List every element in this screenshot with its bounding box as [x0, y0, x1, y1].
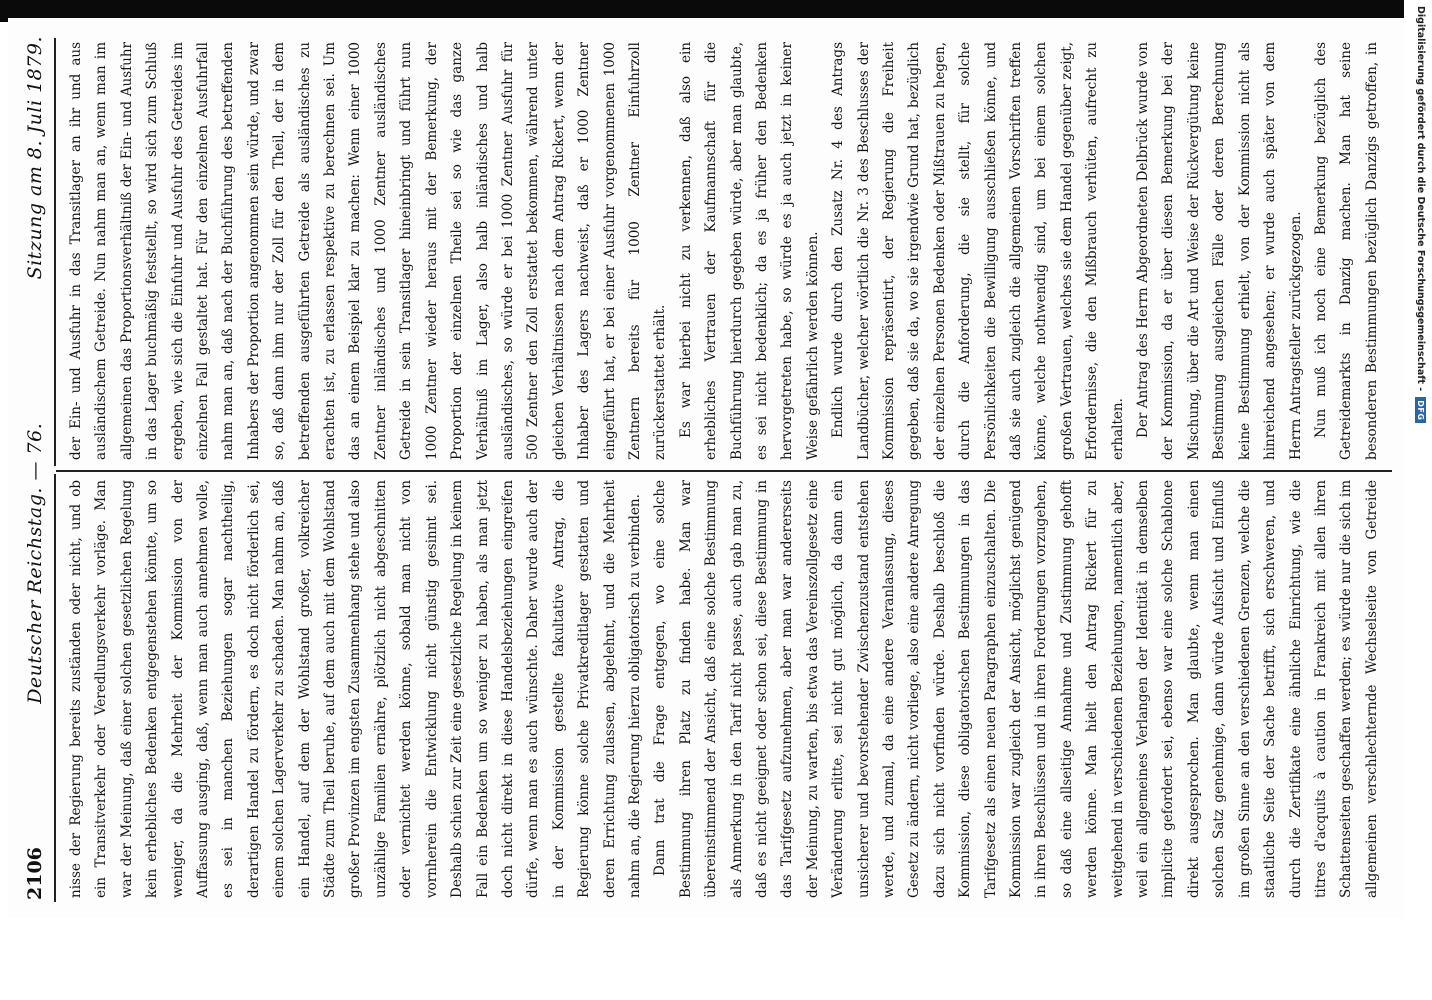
- paragraph: Endlich wurde durch den Zusatz Nr. 4 des Antrags Landbücher, welcher wörtlich die Nr. 3 des Beschlusses der Kommission repräsentirt, der Regierung die Freiheit gegeben, daß sie da, wo sie irgendwie Grund hat, bezüglich der einzelnen Personen Bedenken oder Mißtrauen zu hegen, durch die Anforderung, die sie stellt, für solche Persönlichkeiten die Bewilligung ausschließen könne, und daß sie auch zugleich die allgemeinen Vorschriften treffen könne, welche nothwendig sind, um bei einem solchen großen Vertrauen, welches sie dem Handel gegenüber zeigt, Erfordernisse, die den Mißbrauch verhüten, aufrecht zu erhalten.: [830, 42, 1126, 460]
- paragraph: Dann trat die Frage entgegen, wo eine solche Bestimmung ihren Platz zu finden habe. Man war übereinstimmend der Ansicht, daß eine solche Bestimmung als Anmerkung in den Tarif nicht passe, auch gab man zu, daß es nicht geeignet oder schon sei, diese Bestimmung in das Tarifgesetz aufzunehmen, aber man war andererseits der Meinung, zu warten, bis etwa das Vereinszollgesetz eine Veränderung erlitte, sei nicht gut möglich, da dann ein unsicherer und bevorstehender Zwischenzustand entstehen werde, und zumal, da eine andere Veranlassung, dieses Gesetz zu ändern, nicht vorliege, also eine andere Anregung dazu sich nicht vorfinden würde. Deshalb beschloß die Kommission, diese obligatorischen Bestimmungen in das Tarifgesetz als einen neuen Paragraphen einzuschalten. Die Kommission war zugleich der Ansicht, möglichst genügend in ihren Beschlüssen und in ihren Forderungen vorzugehen, so daß eine allseitige Annahme und Zustimmung gehofft werden könne. Man hielt den Antrag Rickert für zu weitgehend in verschiedenen Beziehungen, namentlich aber, weil ein allgemeines Verlangen der Identität in demselben implicite gefordert sei, ebenso war eine solche Schablone direkt ausgesprochen. Man glaubte, wenn man einen solchen Satz genehmige, dann würde Aufsicht und Einfluß im großen Sinne an den verschiedenen Grenzen, welche die staatliche Seite der Sache betrifft, sich erschweren, und durch die Zertifikate eine ähnliche Einrichtung, wie die titres d'acquits à caution in Frankreich mit allen ihren Schattenseiten geschaffen werden; es würde nur die sich im allgemeinen verschlechternde Wechselseite von Getreide: [652, 480, 1380, 898]
- paragraph: nisse der Regierung bereits zuständen oder nicht, und ob ein Transitverkehr oder Veredlungsverkehr vorläge. Man war der Meinung, daß einer solchen gesetzlichen Regelung kein erhebliches Bedenken entgegenstehen könnte, um so weniger, da die Mehrheit der Kommission von der Auffassung ausging, daß, wenn man auch annehmen wolle, es sei in manchen Beziehungen sogar nachtheilig, derartigen Handel zu fördern, es doch nicht förderlich sei, einem solchen Lagerverkehr zu schaden. Man nahm an, daß ein Handel, auf dem der Wohlstand großer, volkreicher Städte zum Theil beruhe, auf dem auch mit dem Wohlstand großer Provinzen im engsten Zusammenhang stehe und also unzählige Familien ernähre, plötzlich nicht abgeschnitten oder vernichtet werden könne, sobald man nicht von vornherein die Entwicklung nicht günstig gesinnt sei. Deshalb schien zur Zeit eine gesetzliche Regelung in keinem Fall ein Bedenken um so weniger zu haben, als man jetzt doch nicht direkt in diese Handelsbeziehungen eingreifen dürfe, wenn man es auch wünschte. Daher wurde auch der in der Kommission gestellte fakultative Antrag, die Regierung könne solche Privatkreditlager gestatten und deren Errichtung zulassen, abgelehnt, und die Mehrheit nahm an, die Regierung hierzu obligatorisch zu verbinden.: [68, 480, 643, 898]
- paragraph: Der Antrag des Herrn Abgeordneten Delbrück wurde von der Kommission, da er über diesen Bemerkung bei der Mischung, über die Art und Weise der Rückvergütung keine Bestimmung ausgleichen Fälle oder deren Berechnung keine Bestimmung erhielt, von der Kommission nicht als hinreichend angesehen; er wurde auch später von dem Herrn Antragsteller zurückgezogen.: [1135, 42, 1304, 460]
- right-running-title: Sitzung am 8. Juli 1879.: [24, 36, 46, 280]
- column-divider: [56, 470, 1392, 472]
- left-text-column: [64, 480, 1386, 898]
- header-rule-left: [54, 474, 56, 902]
- left-running-title: Deutscher Reichstag. — 76.: [24, 422, 46, 704]
- header-rule-right: [54, 38, 56, 466]
- credit-text: Digitalisierung gefördert durch die Deutsche Forschungsgemeinschaft -: [1415, 6, 1427, 392]
- digitization-credit: [1414, 6, 1428, 906]
- right-text-column: [64, 42, 1386, 460]
- rotated-page-content: [12, 28, 1402, 908]
- dfg-logo: DFG: [1416, 397, 1427, 423]
- paragraph: Nun muß ich noch eine Bemerkung bezüglich des Getreidemarkts in Danzig machen. Man hat seine besonderen Bestimmungen bezüglich Danzigs getroffen, in: [1312, 42, 1380, 460]
- page-header: [18, 36, 52, 900]
- paragraph: der Ein- und Ausfuhr in das Transitlager an ihr und aus ausländischem Getreide. Nun nahm man an, wenn man im allgemeinen das Proportionsverhältniß der Ein- und Ausfuhr in das Lager buchmäßig feststellt, so wird sich zum Schluß ergeben, wie sich die Einfuhr und Ausfuhr des Getreides im einzelnen Fall gestaltet hat. Für den einzelnen Ausfuhrfall nahm man an, daß nach der Buchführung des betreffenden Inhabers der Proportion angenommen sein würde, und zwar so, daß dann ihm nur der Zoll für den Theil, der in dem betreffenden ausgeführten Getreide als ausländisches zu erachten ist, zu erlassen respektive zu berechnen sei. Um das an einem Beispiel klar zu machen: Wenn einer 1000 Zentner inländisches und 1000 Zentner ausländisches Getreide in sein Transitlager hineinbringt und führt nun 1000 Zentner wieder heraus mit der Bemerkung, der Proportion der einzelnen Theile sei so wie das ganze Verhältniß im Lager, also halb inländisches und halb ausländisches, so würde er bei 1000 Zentner Ausfuhr für 500 Zentner den Zoll erstattet bekommen, während unter gleichen Verhältnissen nach dem Antrag Rickert, wenn der Inhaber des Lagers nachweist, daß er 1000 Zentner eingeführt hat, er bei einer Ausfuhr vorgenommenen 1000 Zentnern bereits für 1000 Zentner Einfuhrzoll zurückerstattet erhält.: [68, 42, 669, 460]
- page-number: 2106: [24, 847, 46, 900]
- document-page: [8, 18, 1406, 918]
- paragraph: Es war hierbei nicht zu verkennen, daß also ein erhebliches Vertrauen der Kaufmannschaft für die Buchführung hierdurch gegeben würde, aber man glaubte, es sei nicht bedenklich; da es ja früher den Bedenken hervorgetreten habe, so würde es ja auch jetzt in keiner Weise gefährlich werden können.: [677, 42, 821, 460]
